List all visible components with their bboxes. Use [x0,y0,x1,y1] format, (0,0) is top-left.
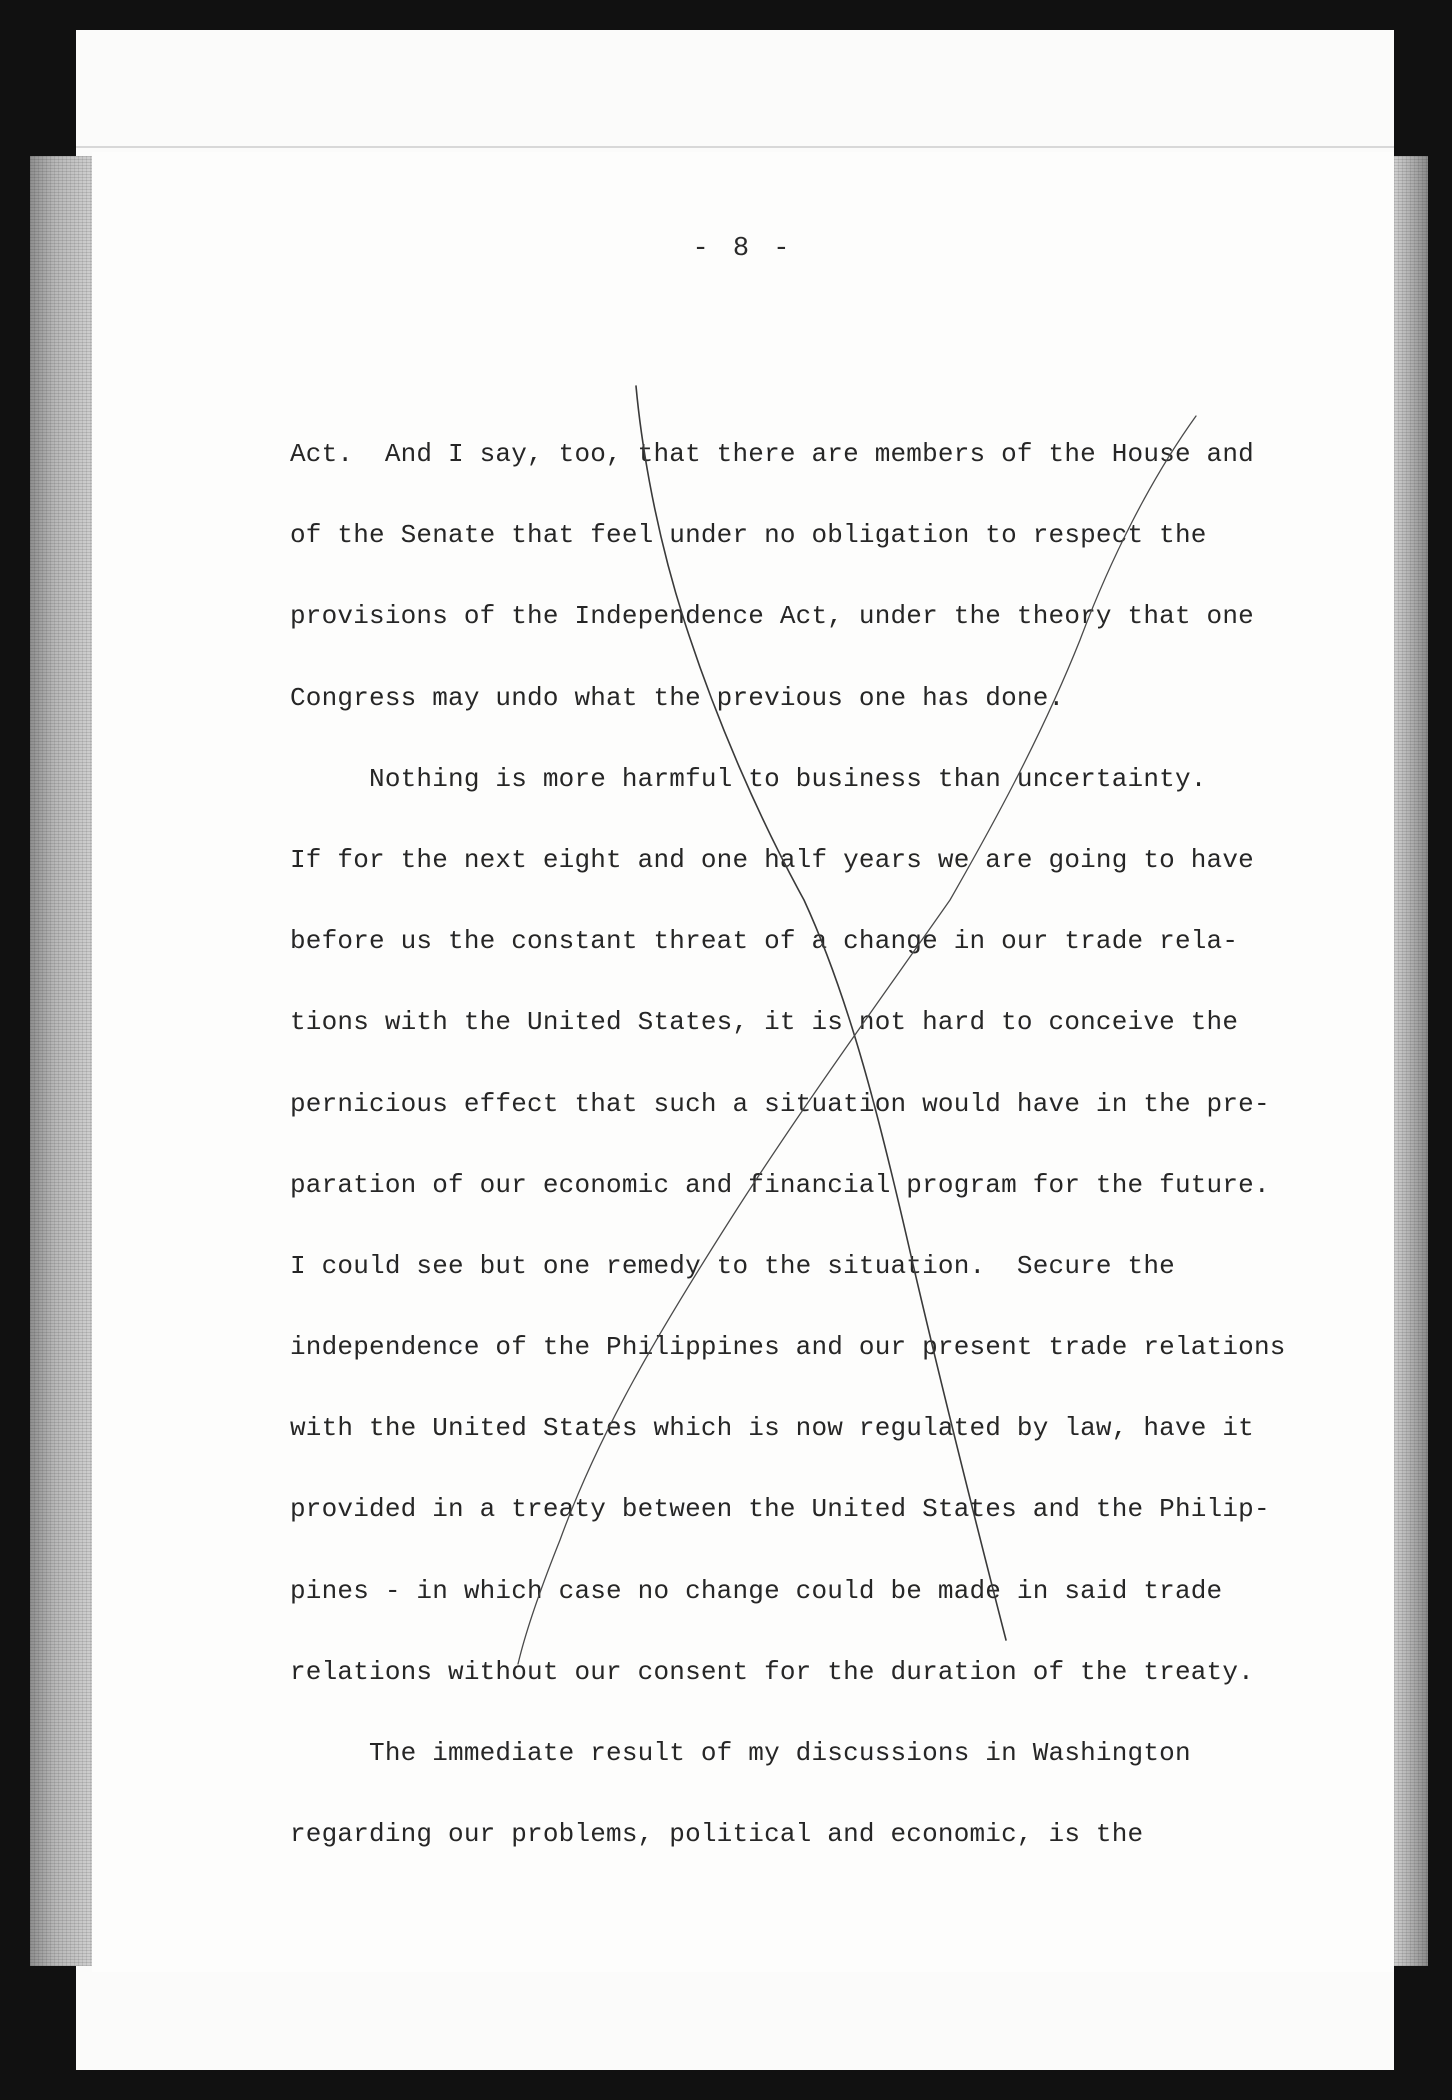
body-text [290,414,1330,1875]
text-line: Congress may undo what the previous one has done. [290,682,1065,713]
text-line: before us the constant threat of a change in our trade rela- [290,926,1239,957]
text-line: If for the next eight and one half years we are going to have [290,844,1254,875]
text-line: provisions of the Independence Act, under the theory that one [290,601,1254,632]
text-line: Nothing is more harmful to business than uncertainty. [290,763,1207,794]
text-line: Act. And I say, too, that there are members of the House and [290,439,1254,469]
sheet-edge-line [76,146,1394,148]
text-line: regarding our problems, political and economic, is the [290,1819,1144,1850]
text-line: of the Senate that feel under no obligation to respect the [290,520,1207,551]
text-line: relations without our consent for the duration of the treaty. [290,1656,1254,1687]
scan-edge-left [30,156,92,1966]
text-line: tions with the United States, it is not hard to conceive the [290,1007,1239,1038]
text-line: pines - in which case no change could be made in said trade [290,1575,1223,1606]
text-line: pernicious effect that such a situation would have in the pre- [290,1088,1270,1119]
text-line: independence of the Philippines and our present trade relations [290,1332,1286,1363]
text-line: I could see but one remedy to the situation. Secure the [290,1250,1175,1281]
text-line: paration of our economic and financial program for the future. [290,1169,1270,1200]
scan-edge-right [1394,156,1428,1966]
text-line: The immediate result of my discussions in Washington [290,1738,1191,1768]
typed-page [92,152,1394,1972]
page-number: - 8 - [692,234,794,264]
text-line: with the United States which is now regulated by law, have it [290,1413,1254,1444]
text-line: provided in a treaty between the United States and the Philip- [290,1494,1270,1525]
